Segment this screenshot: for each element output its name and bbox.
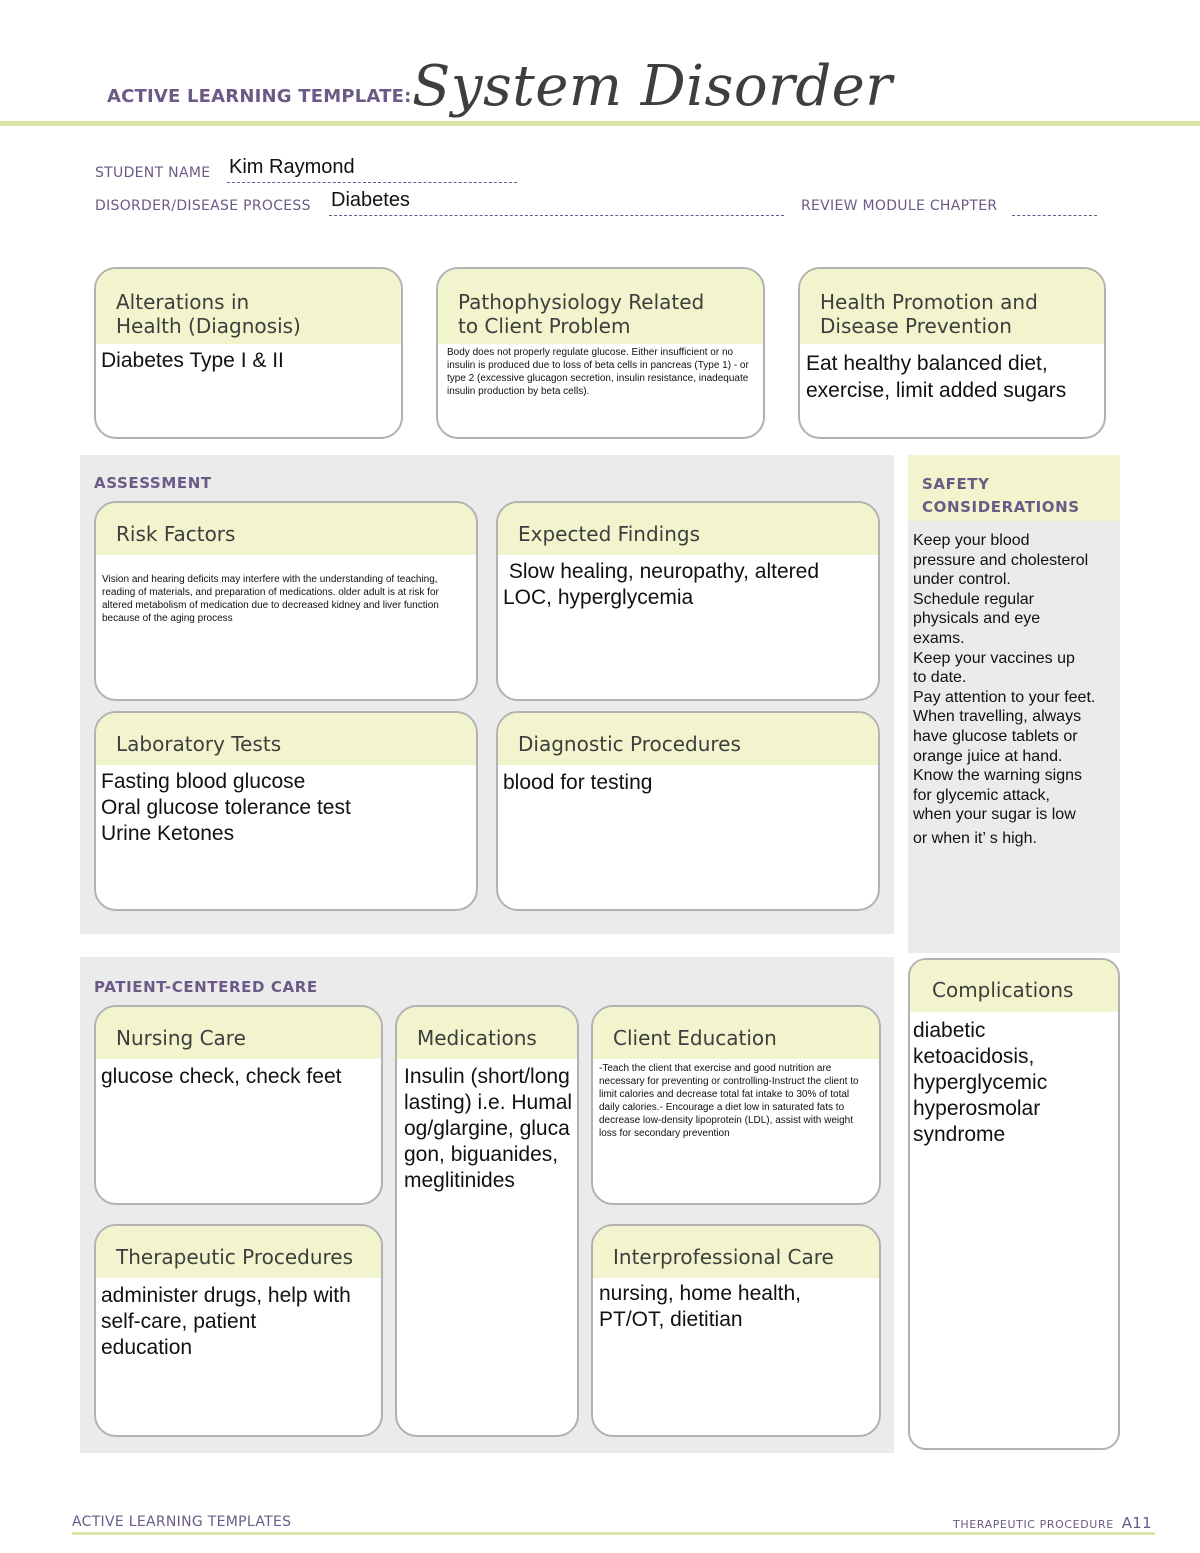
complications-title: Complications [910,960,1118,1012]
pathophysiology-title-line2: to Client Problem [458,314,631,338]
page-title: System Disorder [412,54,893,119]
risk-factors-box [94,501,478,701]
risk-factors-title: Risk Factors [96,503,476,555]
diagnostic-procedures-content[interactable]: blood for testing [503,771,653,794]
safety-line: physicals and eye [913,610,1041,628]
pathophysiology-title-line1: Pathophysiology Related [458,290,705,314]
disorder-label: DISORDER/DISEASE PROCESS [95,198,311,214]
therapeutic-procedures-title: Therapeutic Procedures [96,1226,381,1278]
medications-title: Medications [397,1007,577,1059]
safety-title-line1: SAFETY [922,475,990,493]
lab-test-item: Oral glucose tolerance test [101,796,351,819]
therapeutic-procedures-content[interactable]: administer drugs, help with self-care, patient education [101,1284,351,1359]
footer-section: THERAPEUTIC PROCEDURE [953,1518,1114,1531]
risk-factors-content[interactable]: Vision and hearing deficits may interfere with the understanding of teaching, reading of materials, and preparation of medications. older adult is at risk for altered metabolism of medication due to decreased kidney and liver function because of the aging process [102,574,439,624]
safety-line: Keep your blood [913,532,1030,549]
safety-content[interactable] [913,531,1118,849]
health-promotion-title-line2: Disease Prevention [820,314,1012,338]
lab-test-item: Urine Ketones [101,822,235,845]
alterations-box [94,267,403,439]
page-number: A11 [1121,1514,1152,1532]
safety-title-line2: CONSIDERATIONS [922,498,1080,516]
safety-header [908,455,1120,521]
pathophysiology-title [438,269,763,344]
safety-line: Pay attention to your feet. [913,688,1096,706]
laboratory-tests-title: Laboratory Tests [96,713,476,765]
student-name-value: Kim Raymond [229,156,355,178]
diagnostic-procedures-title: Diagnostic Procedures [498,713,878,765]
laboratory-tests-content[interactable] [96,765,476,847]
alterations-title-line2: Health (Diagnosis) [116,314,301,338]
nursing-care-title: Nursing Care [96,1007,381,1059]
expected-findings-title: Expected Findings [498,503,878,555]
client-education-content[interactable]: -Teach the client that exercise and good nutrition are necessary for preventing or controlling-Instruct the client to limit calories and decrease total fat intake to 30% of total daily calories.- Encourage a diet low in saturated fats to decrease low-density lipoprotein (LDL), assist with weight loss for secondary prevention [599,1063,859,1139]
nursing-care-content[interactable]: glucose check, check feet [101,1065,342,1088]
safety-line: When travelling, always [913,708,1082,726]
footer-divider [72,1532,1155,1535]
laboratory-tests-box [94,711,478,911]
alterations-title-line1: Alterations in [116,290,250,314]
expected-findings-content[interactable]: Slow healing, neuropathy, altered LOC, hyperglycemia [503,560,825,609]
interprofessional-care-title: Interprofessional Care [593,1226,879,1278]
header-divider [0,121,1200,126]
health-promotion-title [800,269,1104,344]
interprofessional-care-content[interactable]: nursing, home health, PT/OT, dietitian [599,1282,801,1331]
expected-findings-box [496,501,880,701]
safety-line: to date. [913,669,967,687]
patient-centered-care-title: PATIENT-CENTERED CARE [94,978,318,996]
complications-box [908,958,1120,1450]
safety-line: Know the warning signs [913,767,1082,785]
safety-line: Keep your vaccines up [913,649,1075,667]
complications-content[interactable]: diabetic ketoacidosis, hyperglycemic hyperosmolar syndrome [913,1019,1048,1146]
pathophysiology-content[interactable]: Body does not properly regulate glucose. Either insufficient or no insulin is produced due to loss of beta cells in pancreas (Type 1) - or type 2 (excessive glucagon secretion, insulin resistance, inadequate insulin production by beta cells). [447,347,749,397]
student-name-label: STUDENT NAME [95,165,211,181]
safety-line: orange juice at hand. [913,747,1063,765]
alterations-title [96,269,401,344]
safety-line: have glucose tablets or [913,727,1078,745]
diagnostic-procedures-box [496,711,880,911]
client-education-box [591,1005,881,1205]
health-promotion-title-line1: Health Promotion and [820,290,1038,314]
interprofessional-care-box [591,1224,881,1437]
health-promotion-content[interactable]: Eat healthy balanced diet, exercise, limit added sugars [806,352,1067,402]
medications-box [395,1005,579,1437]
disorder-field[interactable] [329,191,784,216]
alterations-content[interactable]: Diabetes Type I & II [101,349,284,372]
assessment-title: ASSESSMENT [94,474,212,492]
pathophysiology-box [436,267,765,439]
footer-left: ACTIVE LEARNING TEMPLATES [72,1514,292,1530]
student-name-field[interactable] [227,158,517,183]
therapeutic-procedures-box [94,1224,383,1437]
disorder-value: Diabetes [331,189,410,211]
health-promotion-box [798,267,1106,439]
lab-test-item: Fasting blood glucose [101,770,306,793]
safety-line: pressure and cholesterol [913,551,1089,569]
safety-line: under control. [913,571,1011,589]
nursing-care-box [94,1005,383,1205]
safety-line: for glycemic attack, [913,786,1050,804]
safety-line: or when it’ s high. [913,829,1037,847]
review-module-label: REVIEW MODULE CHAPTER [801,198,998,214]
medications-content[interactable]: Insulin (short/long lasting) i.e. Humalog/glargine, glucagon, biguanides, meglitinides [404,1065,573,1192]
safety-line: when your sugar is low [913,806,1076,824]
template-label: ACTIVE LEARNING TEMPLATE: [107,86,412,107]
safety-title [922,473,1080,519]
safety-line: exams. [913,629,965,647]
client-education-title: Client Education [593,1007,879,1059]
safety-line: Schedule regular [913,590,1034,608]
review-module-field[interactable] [1012,191,1097,216]
footer-right [953,1514,1152,1532]
